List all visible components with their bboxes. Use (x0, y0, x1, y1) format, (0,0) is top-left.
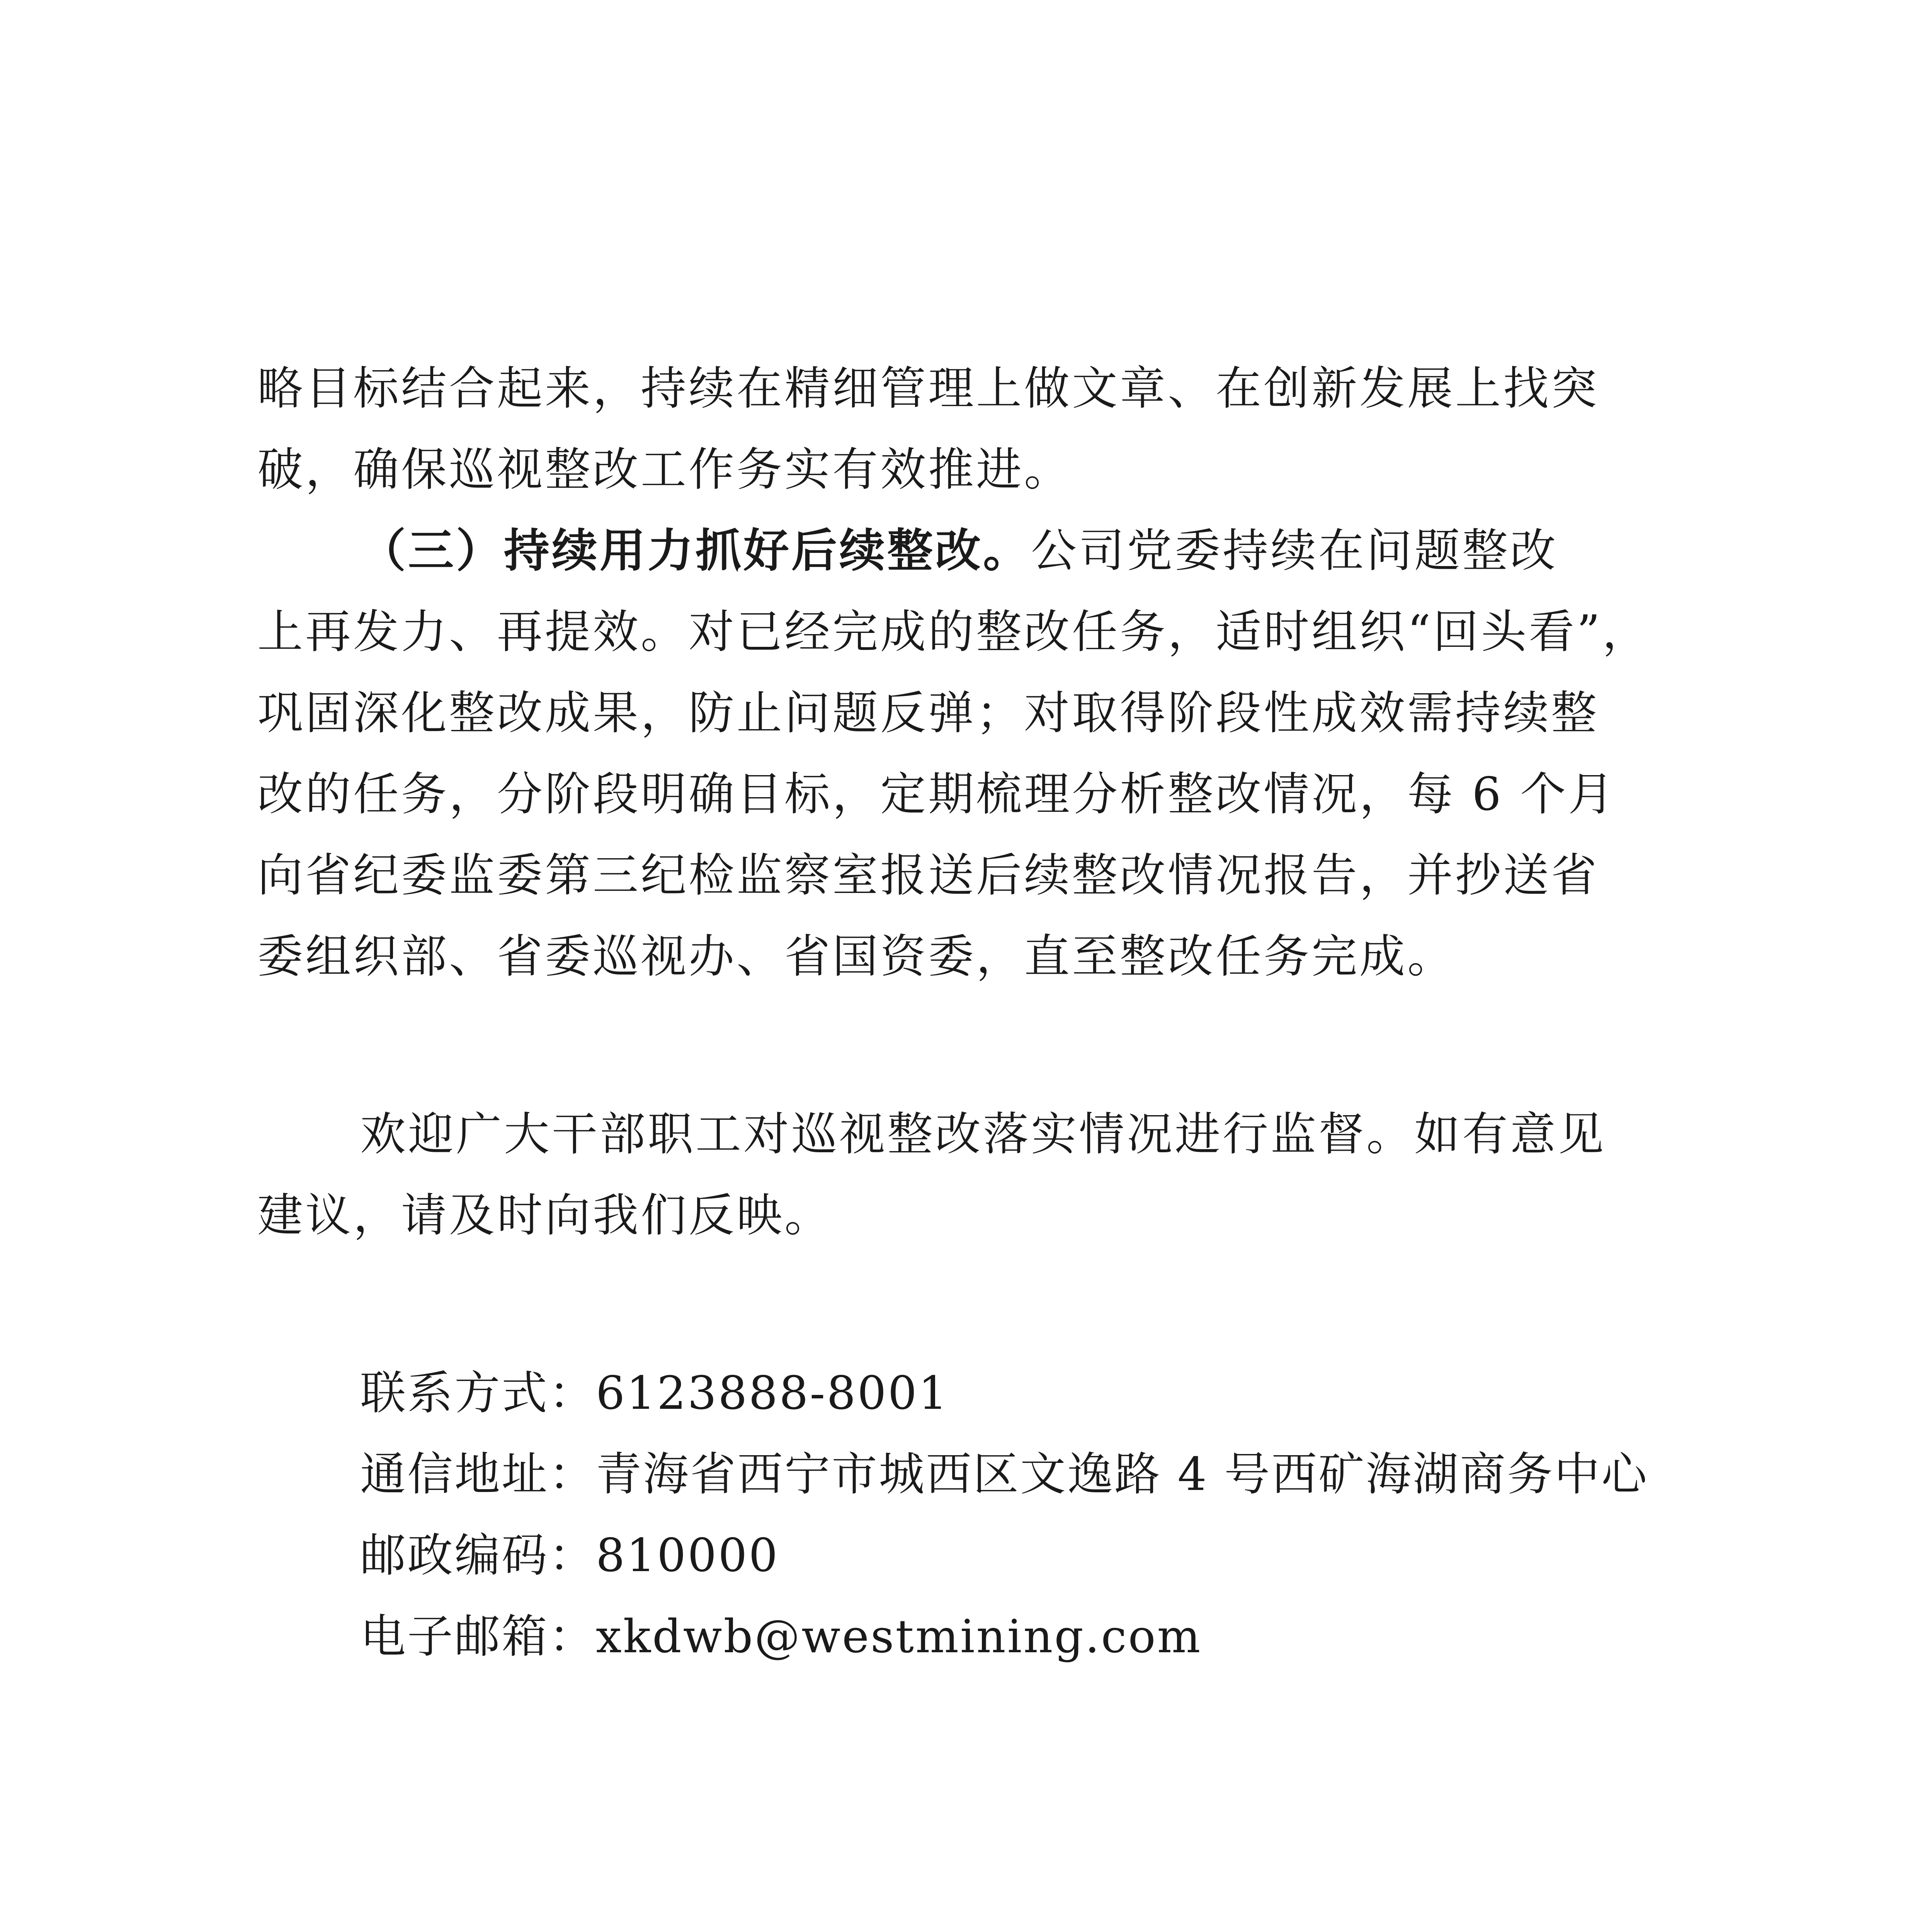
address-value: 青海省西宁市城西区文逸路 4 号西矿海湖商务中心 (596, 1447, 1649, 1501)
paragraph-line: 破，确保巡视整改工作务实有效推进。 (257, 443, 1072, 496)
section-3-heading: （三）持续用力抓好后续整改。 (360, 524, 1031, 577)
postcode-value: 810000 (596, 1529, 779, 1582)
phone-label: 联系方式： (360, 1366, 596, 1420)
paragraph-line: 略目标结合起来，持续在精细管理上做文章、在创新发展上找突 (257, 362, 1599, 415)
contact-email (360, 1607, 1202, 1665)
address-label: 通信地址： (360, 1447, 596, 1501)
contact-postcode (360, 1526, 779, 1584)
section-3-text: 公司党委持续在问题整改 (1031, 524, 1558, 577)
contact-phone (360, 1364, 949, 1422)
welcome-line: 欢迎广大干部职工对巡视整改落实情况进行监督。如有意见 (360, 1107, 1606, 1161)
paragraph-line: 上再发力、再提效。对已经完成的整改任务，适时组织“回头看”， (257, 605, 1650, 658)
postcode-label: 邮政编码： (360, 1529, 596, 1582)
welcome-line: 建议，请及时向我们反映。 (257, 1189, 833, 1242)
section-3-first-line (360, 522, 1558, 580)
paragraph-line: 巩固深化整改成果，防止问题反弹；对取得阶段性成效需持续整 (257, 686, 1599, 740)
paragraph-line: 委组织部、省委巡视办、省国资委，直至整改任务完成。 (257, 930, 1456, 983)
email-label: 电子邮箱： (360, 1610, 596, 1663)
paragraph-line: 改的任务，分阶段明确目标，定期梳理分析整改情况，每 6 个月 (257, 767, 1616, 821)
phone-value: 6123888-8001 (596, 1366, 949, 1420)
email-value: xkdwb@westmining.com (596, 1610, 1202, 1663)
contact-address (360, 1445, 1648, 1503)
paragraph-line: 向省纪委监委第三纪检监察室报送后续整改情况报告，并抄送省 (257, 849, 1599, 902)
